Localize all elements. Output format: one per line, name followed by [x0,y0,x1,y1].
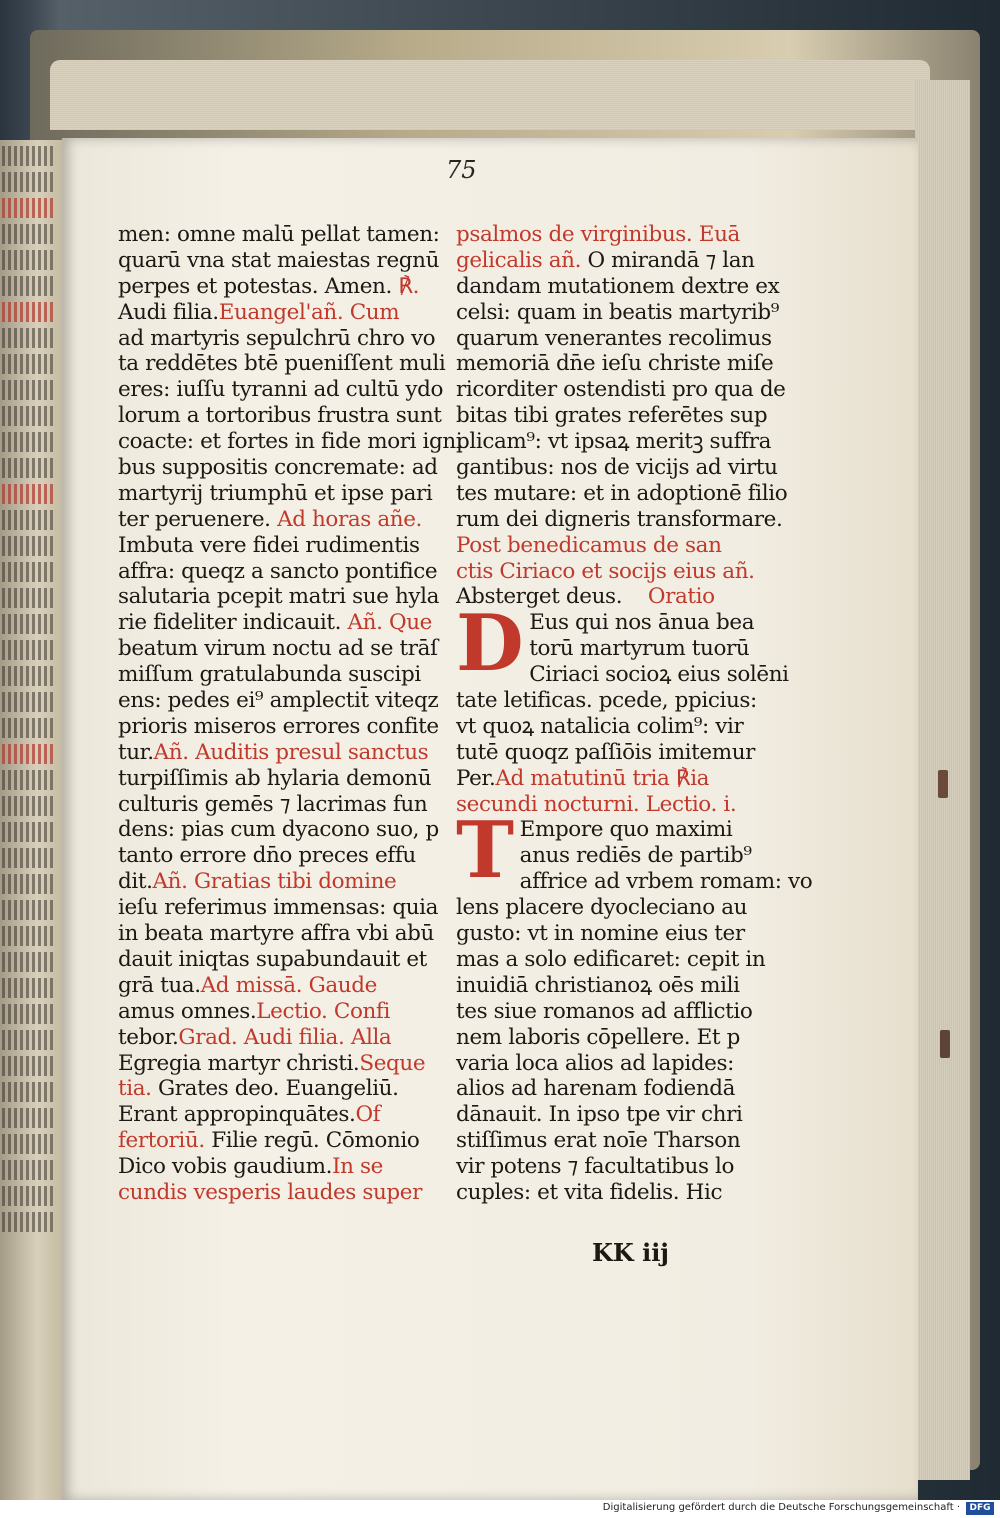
text-line: lorum a tortoribus frustra sunt [118,403,442,429]
text-line: beatum virum noctu ad se trāſ [118,636,438,662]
text-line: vir potens ⁊ facultatibus lo [456,1154,735,1180]
text-line: Erant appropinquātes.Of [118,1102,381,1128]
text-line: tutē quoqz paſſiōis imitemur [456,739,756,765]
text-line: bitas tibi grates referētes sup [456,403,768,429]
text-line: turpiſſimis ab hylaria demonū [118,765,432,791]
text-line: Egregia martyr christi.Seque [118,1050,426,1076]
text-line: celsi: quam in beatis martyrib⁹ [456,299,779,325]
dfg-logo[interactable]: DFG [966,1502,994,1515]
rubric: Oratio [647,584,715,610]
text-line: Dico vobis gaudium.In se [118,1154,384,1180]
text-line: Per.Ad matutinū tria ℟ia [456,765,710,791]
text-line: cuples: et vita fidelis. Hic [456,1179,723,1205]
text-line: ens: pedes ei⁹ amplectit̄ viteqz [118,688,439,714]
text-line: amus omnes.Lectio. Confi [118,998,390,1024]
text-line: memoriā dn̄e ieſu christe miſe [456,351,774,377]
text-line: grā tua.Ad missā. Gaude [118,972,377,998]
left-text-column [118,222,463,1206]
text-line: ta reddētes btē pueniſſent muli [118,351,446,377]
text-line: cundis vesperis laudes super [118,1179,422,1205]
text-line: gelicalis añ. O mirandā ⁊ lan [456,247,755,273]
text-line: coacte: et fortes in fide mori igni [118,429,463,455]
text-line: Audi filia.Euangel'añ. Cum [118,299,400,325]
text-line: fertoriū. Filie regū. Cōmonio [118,1128,420,1154]
text-line: Empore quo maximi [519,817,733,843]
rubric: Lectio. Confi [256,998,390,1024]
text-line: dānauit. In ipso tpe vir chri [456,1102,743,1128]
text-line: vt quoꝝ natalicia colim⁹: vir [456,713,744,739]
rubric: Añ. Gratias tibi domine [152,869,397,895]
text-line: anus rediēs de partib⁹ [519,843,752,869]
text-line: affrice ad vrbem romam: vo [519,869,813,895]
red-initial-d: D [456,598,524,690]
text-line: in beata martyre affra vbi abū [118,921,434,947]
credit-bar [0,1500,1000,1518]
text-line: psalmos de virginibus. Euā [456,222,740,247]
text-line: ctis Ciriaco et socijs eius añ. [456,558,755,584]
red-initial-t: T [456,805,514,897]
text-line: ad martyris sepulchrū chro vo [118,325,436,351]
rubric: Añ. Que [347,610,432,636]
text-line: gusto: vt in nomine eius ter [456,921,745,947]
text-line: varia loca alios ad lapides: [456,1050,734,1076]
text-line: ter peruenere. Ad horas añe. [118,506,422,532]
text-line: dandam mutationem dextre ex [456,273,780,299]
text-line: torū martyrum tuorū [529,636,750,662]
text-line: bus suppositis concremate: ad [118,455,438,481]
text-line: Post benedicamus de san [456,532,722,558]
text-line: salutaria pcepit matri sue hyla [118,584,440,610]
printed-page [62,138,918,1500]
text-line: stiſſimus erat noīe Tharson [456,1128,741,1154]
previous-page-edge [0,140,62,1500]
signature-mark: KK iij [592,1238,669,1267]
text-line: nem laboris cōpellere. Et p [456,1024,740,1050]
text-line: quarū vna stat maiestas regnū [118,247,440,273]
text-line: culturis gemēs ⁊ lacrimas fun [118,791,428,817]
rubric: Grad. Audi filia. Alla [178,1024,392,1050]
text-line: lens placere dyocleciano au [456,895,748,921]
text-line: rie fideliter indicauit. Añ. Que [118,610,432,636]
page-edge-mark [938,770,948,798]
text-line: tur.Añ. Auditis presul sanctus [118,739,429,765]
rubric: Ad horas añe. [277,506,422,532]
rubric: Filie regū. Cōmonio [211,1128,420,1154]
text-line: tes mutare: et in adoptionē filio [456,480,788,506]
rubric: Seque [359,1050,426,1076]
text-line: tanto errore dn̄o preces effu [118,843,416,869]
rubric: Euangel'añ. Cum [218,299,400,325]
rubric: ℟. [398,273,420,299]
text-line: Eus qui nos ānua bea [529,610,755,636]
page-edges-top [50,60,930,130]
text-line: secundi nocturni. Lectio. i. [456,791,737,817]
text-line: tate letificas. pcede, ppicius: [456,688,757,714]
rubric: Ad matutinū tria ℟ia [495,765,710,791]
text-line: tebor.Grad. Audi filia. Alla [118,1024,392,1050]
text-line: ieſu referimus immensas: quia [118,895,439,921]
text-line: miſſum gratulabunda suscipi [118,662,421,688]
text-line: gantibus: nos de vicijs ad virtu [456,455,778,481]
text-line: inuidiā christianoꝝ oēs mili [456,972,740,998]
page-edge-mark [940,1030,950,1058]
text-line: quarum venerantes recolimus [456,325,772,351]
text-line: tia. Grates deo. Euangeliū. [118,1076,399,1102]
text-line: dauit iniqtas supabundauit et [118,946,427,972]
text-line: plicam⁹: vt ipsaꝝ meritꝫ suffra [456,429,772,455]
text-line: eres: iuſſu tyranni ad cultū ydo [118,377,443,403]
text-line: dens: pias cum dyacono suo, p [118,817,439,843]
text-line: Ciriaci socioꝝ eius solēni [529,662,789,688]
text-line: men: omne malū pellat tamen: [118,222,440,247]
text-line: dit.Añ. Gratias tibi domine [118,869,397,895]
text-line: ricorditer ostendisti pro qua de [456,377,786,403]
funding-credit: Digitalisierung gefördert durch die Deutsche Forschungsgemeinschaft · [602,1502,960,1513]
text-line: perpes et potestas. Amen. ℟. [118,273,420,299]
rubric: Grates deo. Euangeliū. [158,1076,399,1102]
text-line: alios ad harenam fodiendā [456,1076,736,1102]
folio-number: 75 [446,156,477,184]
rubric: Of [355,1102,381,1128]
rubric: Ad missā. Gaude [200,972,377,998]
rubric: O mirandā ⁊ lan [587,247,755,273]
text-line: martyrij triumphū et ipse pari [118,480,433,506]
text-line: rum dei digneris transformare. [456,506,783,532]
text-line: Imbuta vere fidei rudimentis [118,532,420,558]
right-text-column [456,222,813,1206]
text-line: prioris miseros errores confite [118,713,439,739]
text-line: mas a solo edificaret: cepit in [456,946,766,972]
text-line: Absterget deus. Oratio [456,584,715,610]
text-line: affra: queqz a sancto pontifice [118,558,438,584]
rubric: Añ. Auditis presul sanctus [153,739,429,765]
text-line: tes siue romanos ad afflictio [456,998,753,1024]
rubric: In se [332,1154,384,1180]
